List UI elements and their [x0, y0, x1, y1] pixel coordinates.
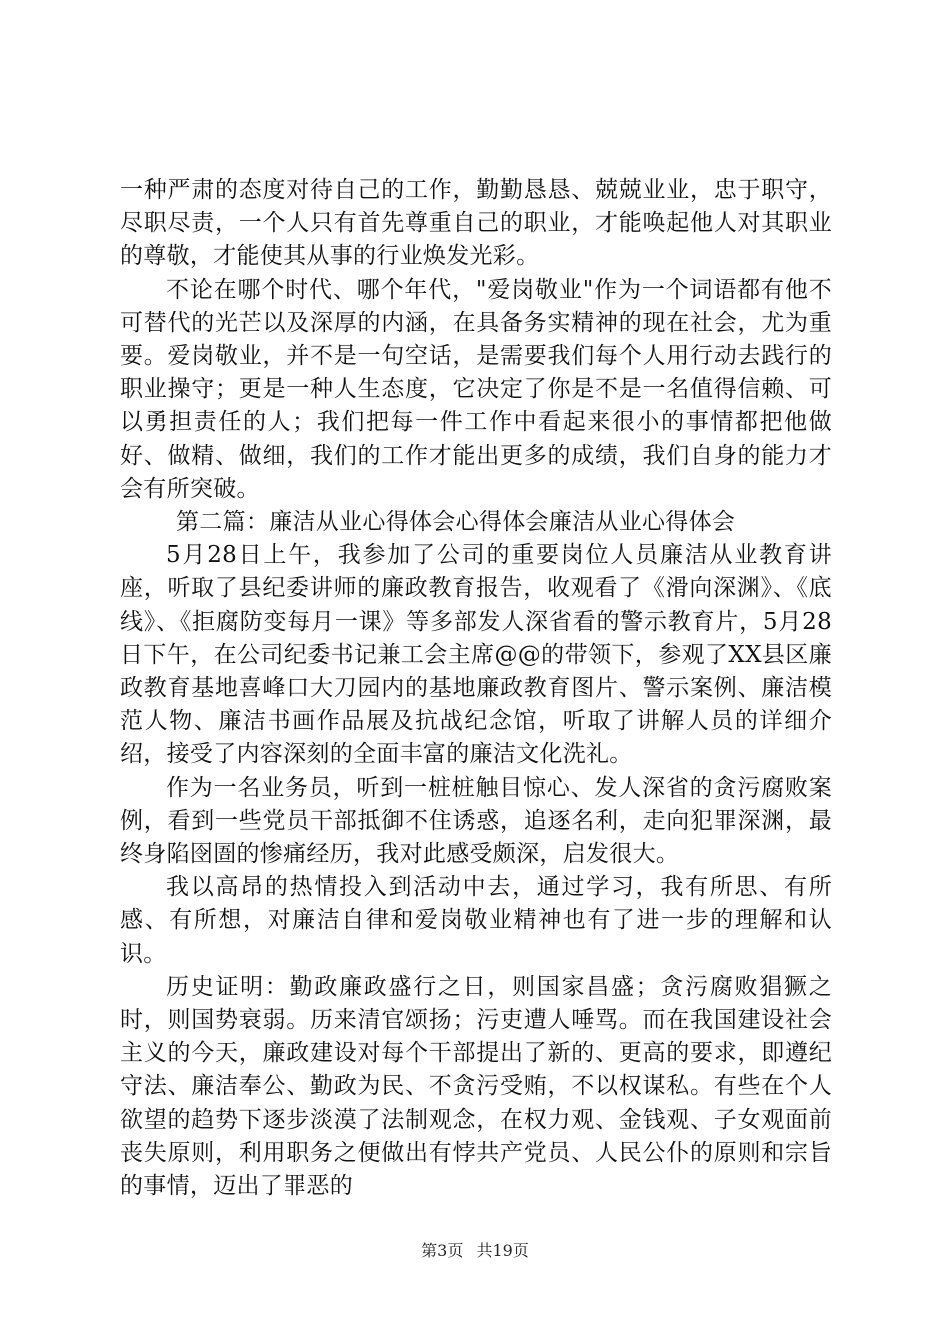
paragraph-lecture: 5月28日上午，我参加了公司的重要岗位人员廉洁从业教育讲座，听取了县纪委讲师的廉政教育报告，收观看了《滑向深渊》、《底线》、《拒腐防变每月一课》等多部发人深省看的警示教育片，5月28日下午，在公司纪委书记兼工会主席@@的带领下，参观了XX县区廉政教育基地喜峰口大刀园内的基地廉政教育图片、警示案例、廉洁模范人物、廉洁书画作品展及抗战纪念馆，听取了讲解人员的详细介绍，接受了内容深刻的全面丰富的廉洁文化洗礼。	[120, 542, 832, 768]
page-footer	[0, 1238, 950, 1261]
page-total: 共19页	[476, 1241, 529, 1260]
paragraph-history: 历史证明：勤政廉政盛行之日，则国家昌盛；贪污腐败猖獗之时，则国势衰弱。历来清官颂扬；污吏遭人唾骂。而在我国建设社会主义的今天，廉政建设对每个干部提出了新的、更高的要求，即遵纪守法、廉洁奉公、勤政为民、不贪污受贿，不以权谋私。有些在个人欲望的趋势下逐步淡漠了法制观念，在权力观、金钱观、子女观面前丧失原则，利用职务之便做出有悖共产党员、人民公仆的原则和宗旨的事情，迈出了罪恶的	[120, 973, 832, 1200]
document-body	[120, 174, 832, 1203]
paragraph-aigang-jingye: 不论在哪个时代、哪个年代，"爱岗敬业"作为一个词语都有他不可替代的光芒以及深厚的内涵，在具备务实精神的现在社会，尤为重要。爱岗敬业，并不是一句空话，是需要我们每个人用行动去践行的职业操守；更是一种人生态度，它决定了你是不是一名值得信赖、可以勇担责任的人；我们把每一件工作中看起来很小的事情都把他做好、做精、做细，我们的工作才能出更多的成绩，我们自身的能力才会有所突破。	[120, 276, 832, 502]
page-number: 第3页	[421, 1241, 464, 1260]
paragraph-continuation: 一种严肃的态度对待自己的工作，勤勤恳恳、兢兢业业，忠于职守，尽职尽责，一个人只有首先尊重自己的职业，才能唤起他人对其职业的尊敬，才能使其从事的行业焕发光彩。	[120, 177, 832, 270]
paragraph-salesperson: 作为一名业务员，听到一桩桩触目惊心、发人深省的贪污腐败案例，看到一些党员干部抵御不住诱惑，追逐名利，走向犯罪深渊，最终身陷囹圄的惨痛经历，我对此感受颇深，启发很大。	[120, 774, 832, 868]
paragraph-enthusiasm: 我以高昂的热情投入到活动中去，通过学习，我有所思、有所感、有所想，对廉洁自律和爱岗敬业精神也有了进一步的理解和认识。	[120, 874, 832, 967]
section-heading: 第二篇：廉洁从业心得体会心得体会廉洁从业心得体会	[176, 509, 736, 536]
